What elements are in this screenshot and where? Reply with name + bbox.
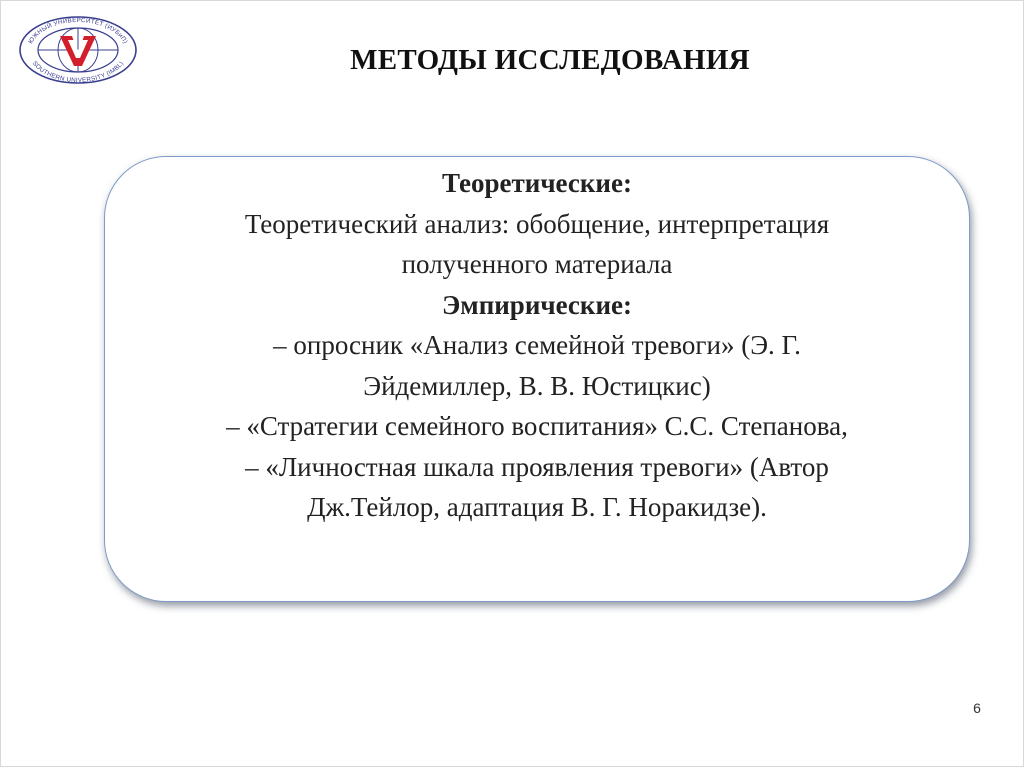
empirical-line: Эйдемиллер, В. В. Юстицкис) [363, 370, 711, 401]
empirical-line: – «Стратегии семейного воспитания» С.С. Степанова, [226, 411, 848, 441]
slide-title: МЕТОДЫ ИССЛЕДОВАНИЯ [350, 44, 750, 76]
empirical-line: Дж.Тейлор, адаптация В. Г. Норакидзе). [307, 492, 767, 522]
svg-text:ЮЖНЫЙ УНИВЕРСИТЕТ (ИУБиП): ЮЖНЫЙ УНИВЕРСИТЕТ (ИУБиП) [27, 16, 129, 45]
theoretical-heading: Теоретические: [442, 168, 632, 198]
theoretical-line: полученного материала [401, 249, 673, 279]
methods-content-box [104, 156, 970, 602]
empirical-line: – опросник «Анализ семейной тревоги» (Э. Г. [273, 330, 801, 360]
page-number: 6 [973, 700, 981, 716]
theoretical-line: Теоретический анализ: обобщение, интерпретация [244, 208, 830, 239]
empirical-heading: Эмпирические: [441, 289, 632, 320]
methods-text [105, 157, 969, 528]
svg-text:SOUTHERN UNIVERSITY (IMBL): SOUTHERN UNIVERSITY (IMBL) [30, 60, 126, 84]
empirical-line: – «Личностная шкала проявления тревоги» (Автор [245, 451, 829, 482]
